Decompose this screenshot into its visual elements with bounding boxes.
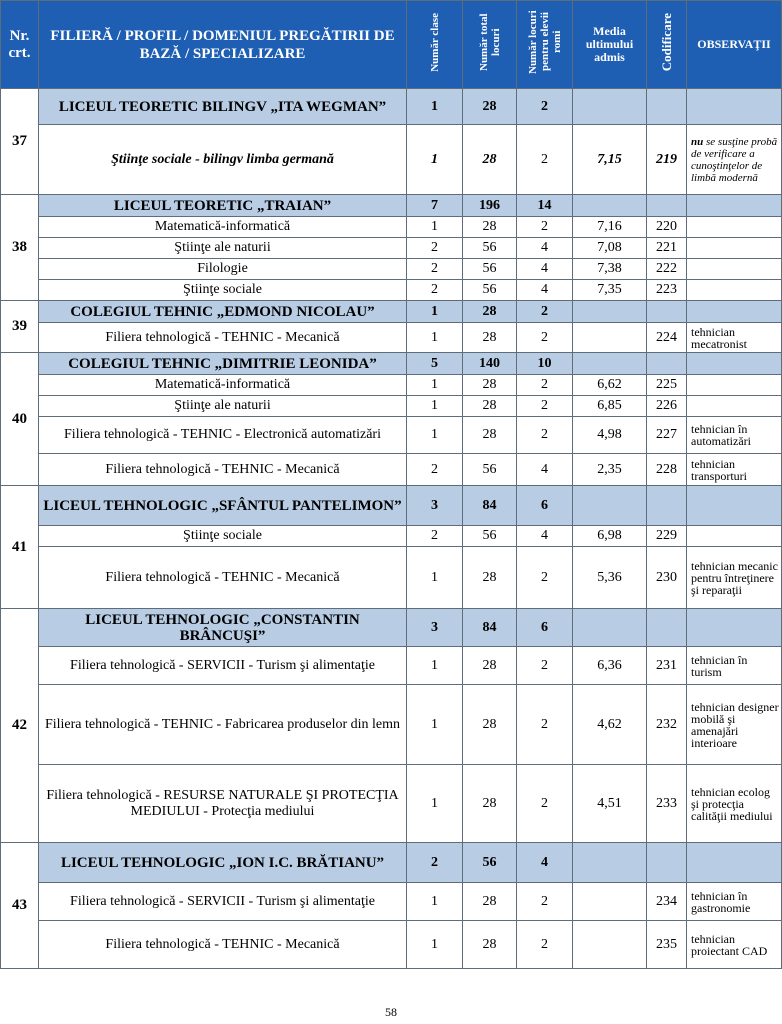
school-row bbox=[1, 89, 782, 125]
table-row bbox=[1, 454, 782, 486]
table-row bbox=[1, 921, 782, 969]
cell-romi: 2 bbox=[517, 921, 573, 969]
cell-clase: 1 bbox=[407, 765, 463, 843]
school-name: COLEGIUL TEHNIC „EDMOND NICOLAU” bbox=[39, 301, 407, 323]
cell-observatii: tehnician designer mobilă şi amenajări interioare bbox=[687, 685, 782, 765]
cell-observatii: tehnician în gastronomie bbox=[687, 883, 782, 921]
cell-romi: 2 bbox=[517, 883, 573, 921]
school-cod bbox=[647, 609, 687, 647]
cell-observatii: tehnician proiectant CAD bbox=[687, 921, 782, 969]
cell-cod: 227 bbox=[647, 417, 687, 454]
school-locuri: 84 bbox=[463, 486, 517, 526]
school-obs bbox=[687, 195, 782, 217]
cell-clase: 2 bbox=[407, 280, 463, 301]
row-number: 41 bbox=[1, 486, 39, 609]
cell-media: 7,35 bbox=[573, 280, 647, 301]
cell-locuri: 28 bbox=[463, 921, 517, 969]
cell-locuri: 28 bbox=[463, 375, 517, 396]
school-romi: 4 bbox=[517, 843, 573, 883]
cell-media: 7,15 bbox=[573, 125, 647, 195]
row-number: 42 bbox=[1, 609, 39, 843]
school-romi: 2 bbox=[517, 301, 573, 323]
cell-observatii bbox=[687, 217, 782, 238]
table-row bbox=[1, 217, 782, 238]
school-name: COLEGIUL TEHNIC „DIMITRIE LEONIDA” bbox=[39, 353, 407, 375]
cell-media: 7,08 bbox=[573, 238, 647, 259]
school-clase: 5 bbox=[407, 353, 463, 375]
school-name: LICEUL TEHNOLOGIC „ION I.C. BRĂTIANU” bbox=[39, 843, 407, 883]
cell-cod: 223 bbox=[647, 280, 687, 301]
school-media bbox=[573, 843, 647, 883]
school-row bbox=[1, 353, 782, 375]
header-total: Număr total locuri bbox=[463, 1, 517, 89]
table-row bbox=[1, 547, 782, 609]
cell-media: 7,16 bbox=[573, 217, 647, 238]
school-locuri: 140 bbox=[463, 353, 517, 375]
school-clase: 1 bbox=[407, 89, 463, 125]
school-romi: 2 bbox=[517, 89, 573, 125]
cell-locuri: 28 bbox=[463, 765, 517, 843]
cell-cod: 229 bbox=[647, 526, 687, 547]
cell-clase: 1 bbox=[407, 375, 463, 396]
table-row bbox=[1, 647, 782, 685]
table-header bbox=[1, 1, 782, 89]
cell-romi: 2 bbox=[517, 647, 573, 685]
cell-observatii: tehnician ecolog şi protecţia calităţii mediului bbox=[687, 765, 782, 843]
cell-clase: 1 bbox=[407, 396, 463, 417]
school-locuri: 56 bbox=[463, 843, 517, 883]
cell-media: 6,85 bbox=[573, 396, 647, 417]
cell-observatii bbox=[687, 396, 782, 417]
cell-media: 6,36 bbox=[573, 647, 647, 685]
cell-clase: 1 bbox=[407, 647, 463, 685]
school-row bbox=[1, 843, 782, 883]
header-nr: Nr. crt. bbox=[1, 1, 39, 89]
school-romi: 6 bbox=[517, 609, 573, 647]
cell-cod: 235 bbox=[647, 921, 687, 969]
cell-locuri: 28 bbox=[463, 647, 517, 685]
school-clase: 7 bbox=[407, 195, 463, 217]
cell-media: 2,35 bbox=[573, 454, 647, 486]
school-row bbox=[1, 301, 782, 323]
cell-cod: 225 bbox=[647, 375, 687, 396]
table-row bbox=[1, 883, 782, 921]
cell-romi: 4 bbox=[517, 259, 573, 280]
cell-media: 6,98 bbox=[573, 526, 647, 547]
header-clase: Număr clase bbox=[407, 1, 463, 89]
table-row bbox=[1, 417, 782, 454]
school-romi: 14 bbox=[517, 195, 573, 217]
school-media bbox=[573, 353, 647, 375]
cell-cod: 231 bbox=[647, 647, 687, 685]
cell-observatii: tehnician transporturi bbox=[687, 454, 782, 486]
table-row bbox=[1, 375, 782, 396]
school-cod bbox=[647, 195, 687, 217]
cell-observatii: tehnician în turism bbox=[687, 647, 782, 685]
school-media bbox=[573, 301, 647, 323]
cell-romi: 2 bbox=[517, 323, 573, 353]
specialization: Matematică-informatică bbox=[39, 217, 407, 238]
specialization: Filiera tehnologică - TEHNIC - Electronică automatizări bbox=[39, 417, 407, 454]
cell-cod: 232 bbox=[647, 685, 687, 765]
table-row bbox=[1, 280, 782, 301]
specialization: Filiera tehnologică - TEHNIC - Fabricarea produselor din lemn bbox=[39, 685, 407, 765]
specialization: Ştiinţe sociale bbox=[39, 526, 407, 547]
school-locuri: 196 bbox=[463, 195, 517, 217]
cell-clase: 2 bbox=[407, 454, 463, 486]
cell-cod: 224 bbox=[647, 323, 687, 353]
table-row bbox=[1, 685, 782, 765]
cell-cod: 219 bbox=[647, 125, 687, 195]
cell-cod: 226 bbox=[647, 396, 687, 417]
school-clase: 3 bbox=[407, 486, 463, 526]
specialization: Filiera tehnologică - TEHNIC - Mecanică bbox=[39, 547, 407, 609]
cell-romi: 2 bbox=[517, 217, 573, 238]
school-obs bbox=[687, 301, 782, 323]
cell-romi: 4 bbox=[517, 454, 573, 486]
cell-locuri: 56 bbox=[463, 454, 517, 486]
cell-cod: 228 bbox=[647, 454, 687, 486]
cell-observatii bbox=[687, 375, 782, 396]
cell-cod: 220 bbox=[647, 217, 687, 238]
cell-media bbox=[573, 323, 647, 353]
school-row bbox=[1, 609, 782, 647]
cell-media: 4,51 bbox=[573, 765, 647, 843]
cell-clase: 1 bbox=[407, 921, 463, 969]
table-row bbox=[1, 323, 782, 353]
cell-media: 6,62 bbox=[573, 375, 647, 396]
cell-observatii bbox=[687, 259, 782, 280]
school-obs bbox=[687, 353, 782, 375]
cell-observatii: tehnician mecatronist bbox=[687, 323, 782, 353]
cell-locuri: 56 bbox=[463, 259, 517, 280]
cell-observatii: tehnician mecanic pentru întreţinere şi reparaţii bbox=[687, 547, 782, 609]
cell-romi: 2 bbox=[517, 125, 573, 195]
cell-locuri: 28 bbox=[463, 217, 517, 238]
school-row bbox=[1, 486, 782, 526]
school-media bbox=[573, 609, 647, 647]
cell-media: 7,38 bbox=[573, 259, 647, 280]
cell-romi: 2 bbox=[517, 685, 573, 765]
specialization: Filiera tehnologică - TEHNIC - Mecanică bbox=[39, 323, 407, 353]
table-row bbox=[1, 238, 782, 259]
cell-clase: 2 bbox=[407, 526, 463, 547]
specialization: Ştiinţe sociale - bilingv limba germană bbox=[39, 125, 407, 195]
school-cod bbox=[647, 353, 687, 375]
specialization: Filologie bbox=[39, 259, 407, 280]
cell-locuri: 28 bbox=[463, 685, 517, 765]
cell-romi: 4 bbox=[517, 526, 573, 547]
cell-romi: 2 bbox=[517, 765, 573, 843]
row-number: 38 bbox=[1, 195, 39, 301]
school-locuri: 28 bbox=[463, 301, 517, 323]
specialization: Matematică-informatică bbox=[39, 375, 407, 396]
cell-media: 5,36 bbox=[573, 547, 647, 609]
school-clase: 1 bbox=[407, 301, 463, 323]
school-clase: 2 bbox=[407, 843, 463, 883]
school-locuri: 84 bbox=[463, 609, 517, 647]
cell-locuri: 56 bbox=[463, 238, 517, 259]
specialization: Filiera tehnologică - TEHNIC - Mecanică bbox=[39, 921, 407, 969]
school-cod bbox=[647, 486, 687, 526]
cell-media bbox=[573, 921, 647, 969]
cell-media: 4,98 bbox=[573, 417, 647, 454]
header-filiera: FILIERĂ / PROFIL / DOMENIUL PREGĂTIRII DE BAZĂ / SPECIALIZARE bbox=[39, 1, 407, 89]
cell-locuri: 28 bbox=[463, 417, 517, 454]
cell-clase: 2 bbox=[407, 238, 463, 259]
school-obs bbox=[687, 609, 782, 647]
row-number: 39 bbox=[1, 301, 39, 353]
cell-romi: 2 bbox=[517, 375, 573, 396]
cell-clase: 2 bbox=[407, 259, 463, 280]
cell-locuri: 56 bbox=[463, 526, 517, 547]
cell-observatii: nu se susţine probă de verificare a cunoştinţelor de limbă modernă bbox=[687, 125, 782, 195]
school-row bbox=[1, 195, 782, 217]
cell-observatii bbox=[687, 280, 782, 301]
school-romi: 10 bbox=[517, 353, 573, 375]
specialization: Filiera tehnologică - SERVICII - Turism şi alimentaţie bbox=[39, 883, 407, 921]
cell-clase: 1 bbox=[407, 217, 463, 238]
cell-clase: 1 bbox=[407, 417, 463, 454]
school-clase: 3 bbox=[407, 609, 463, 647]
table-row bbox=[1, 125, 782, 195]
school-obs bbox=[687, 843, 782, 883]
cell-romi: 4 bbox=[517, 280, 573, 301]
cell-observatii bbox=[687, 526, 782, 547]
cell-locuri: 28 bbox=[463, 547, 517, 609]
row-number: 40 bbox=[1, 353, 39, 486]
cell-cod: 221 bbox=[647, 238, 687, 259]
school-obs bbox=[687, 89, 782, 125]
specialization: Filiera tehnologică - RESURSE NATURALE ŞI PROTECŢIA MEDIULUI - Protecţia mediului bbox=[39, 765, 407, 843]
cell-locuri: 56 bbox=[463, 280, 517, 301]
header-romi: Număr locuri pentru elevii romi bbox=[517, 1, 573, 89]
cell-media bbox=[573, 883, 647, 921]
cell-locuri: 28 bbox=[463, 396, 517, 417]
cell-romi: 2 bbox=[517, 547, 573, 609]
cell-cod: 222 bbox=[647, 259, 687, 280]
cell-romi: 2 bbox=[517, 396, 573, 417]
school-media bbox=[573, 195, 647, 217]
cell-cod: 234 bbox=[647, 883, 687, 921]
school-media bbox=[573, 486, 647, 526]
table-row bbox=[1, 526, 782, 547]
school-name: LICEUL TEHNOLOGIC „CONSTANTIN BRÂNCUŞI” bbox=[39, 609, 407, 647]
cell-clase: 1 bbox=[407, 547, 463, 609]
specialization: Ştiinţe sociale bbox=[39, 280, 407, 301]
cell-locuri: 28 bbox=[463, 323, 517, 353]
specialization: Filiera tehnologică - SERVICII - Turism şi alimentaţie bbox=[39, 647, 407, 685]
header-media: Media ultimului admis bbox=[573, 1, 647, 89]
school-locuri: 28 bbox=[463, 89, 517, 125]
school-cod bbox=[647, 89, 687, 125]
cell-media: 4,62 bbox=[573, 685, 647, 765]
cell-romi: 2 bbox=[517, 417, 573, 454]
school-name: LICEUL TEORETIC BILINGV „ITA WEGMAN” bbox=[39, 89, 407, 125]
cell-locuri: 28 bbox=[463, 125, 517, 195]
cell-clase: 1 bbox=[407, 883, 463, 921]
cell-clase: 1 bbox=[407, 323, 463, 353]
school-name: LICEUL TEHNOLOGIC „SFÂNTUL PANTELIMON” bbox=[39, 486, 407, 526]
row-number: 43 bbox=[1, 843, 39, 969]
table-row bbox=[1, 765, 782, 843]
cell-romi: 4 bbox=[517, 238, 573, 259]
specialization: Filiera tehnologică - TEHNIC - Mecanică bbox=[39, 454, 407, 486]
cell-clase: 1 bbox=[407, 685, 463, 765]
cell-clase: 1 bbox=[407, 125, 463, 195]
school-media bbox=[573, 89, 647, 125]
table-row bbox=[1, 259, 782, 280]
school-name: LICEUL TEORETIC „TRAIAN” bbox=[39, 195, 407, 217]
header-cod: Codificare bbox=[647, 1, 687, 89]
school-cod bbox=[647, 301, 687, 323]
school-romi: 6 bbox=[517, 486, 573, 526]
school-cod bbox=[647, 843, 687, 883]
cell-observatii: tehnician în automatizări bbox=[687, 417, 782, 454]
specialization: Ştiinţe ale naturii bbox=[39, 396, 407, 417]
table-row bbox=[1, 396, 782, 417]
cell-cod: 230 bbox=[647, 547, 687, 609]
cell-locuri: 28 bbox=[463, 883, 517, 921]
row-number: 37 bbox=[1, 89, 39, 195]
specialization: Ştiinţe ale naturii bbox=[39, 238, 407, 259]
cell-observatii bbox=[687, 238, 782, 259]
cell-cod: 233 bbox=[647, 765, 687, 843]
header-observatii: OBSERVAŢII bbox=[687, 1, 782, 89]
page-number: 58 bbox=[385, 1005, 397, 1019]
school-obs bbox=[687, 486, 782, 526]
